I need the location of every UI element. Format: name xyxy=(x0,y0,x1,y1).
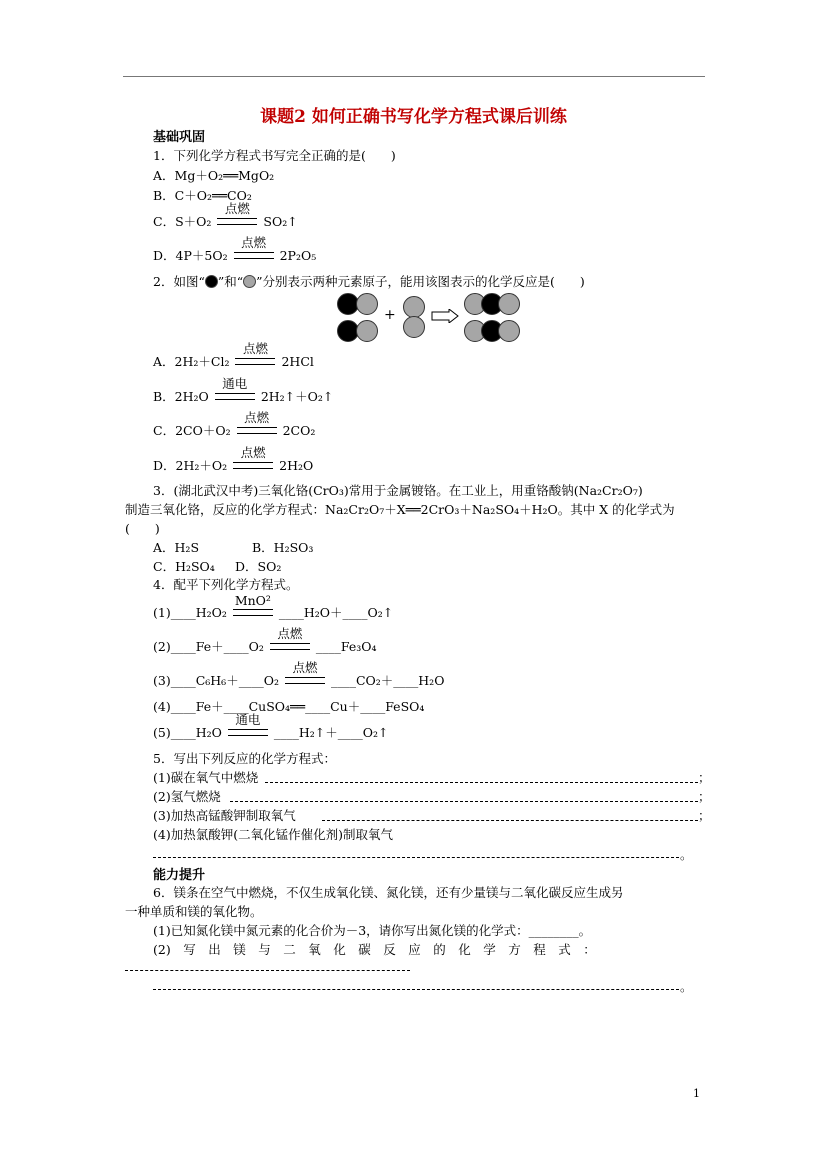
q6-item-1: (1)已知氮化镁中氮元素的化合价为－3，请你写出氮化镁的化学式：________。 xyxy=(153,923,592,938)
q1-option-c xyxy=(153,201,298,230)
gray-atom xyxy=(356,293,378,315)
gray-atom xyxy=(403,316,425,338)
equals-sign xyxy=(235,358,275,365)
reaction-condition xyxy=(234,235,274,260)
q2-a-left: A．2H₂＋Cl₂ xyxy=(153,354,230,369)
condition-text: 点燃 xyxy=(240,445,266,460)
equals-sign xyxy=(217,218,257,225)
condition-text: 点燃 xyxy=(224,201,250,216)
q5-semicolon-2: ； xyxy=(698,789,711,804)
q2-option-a xyxy=(153,341,314,370)
q6-item-2: (2) 写 出 镁 与 二 氧 化 碳 反 应 的 化 学 方 程 式 ： xyxy=(153,942,596,957)
q2-b-left: B．2H₂O xyxy=(153,389,209,404)
q5-semicolon-1: ； xyxy=(698,770,711,785)
q4-stem: 4．配平下列化学方程式。 xyxy=(153,577,299,592)
gray-atom xyxy=(498,293,520,315)
black-atom-icon xyxy=(205,275,218,288)
q5-semicolon-3: ； xyxy=(698,808,711,823)
reaction-condition xyxy=(233,445,273,470)
equals-sign xyxy=(285,677,325,684)
q4-e5-right: ____H₂↑＋____O₂↑ xyxy=(273,725,389,740)
q2-b-right: 2H₂↑＋O₂↑ xyxy=(260,389,334,404)
equals-sign xyxy=(234,252,274,259)
reaction-arrow-icon xyxy=(431,309,459,323)
equals-sign xyxy=(215,393,255,400)
equals-sign xyxy=(270,643,310,650)
q3-option-a: A．H₂S xyxy=(153,540,200,555)
q3-line-3: ( ) xyxy=(125,521,160,536)
q6-line-1: 6．镁条在空气中燃烧，不仅生成氧化镁、氮化镁，还有少量镁与二氧化碳反应生成另 xyxy=(153,885,624,900)
q3-line-1: 3．(湖北武汉中考)三氧化铬(CrO₃)常用于金属镀铬。在工业上，用重铬酸钠(Na₂Cr₂O₇) xyxy=(153,483,643,498)
gray-atom xyxy=(356,320,378,342)
answer-blank xyxy=(230,801,698,802)
condition-text: 点燃 xyxy=(241,235,267,250)
q3-option-b: B．H₂SO₃ xyxy=(252,540,314,555)
q6-line-2: 一种单质和镁的氧化物。 xyxy=(125,904,263,919)
page-title: 课题2 如何正确书写化学方程式课后训练 xyxy=(260,107,567,127)
q4-e1-right: ____H₂O＋____O₂↑ xyxy=(278,605,394,620)
q4-e3-left: (3)____C₆H₆＋____O₂ xyxy=(153,673,279,688)
q2-d-right: 2H₂O xyxy=(279,458,314,473)
q2-stem-b: ”和“ xyxy=(217,274,244,289)
condition-text: 点燃 xyxy=(244,410,270,425)
answer-blank xyxy=(125,970,410,971)
reaction-condition xyxy=(228,712,268,737)
q2-option-d xyxy=(153,445,314,474)
q2-option-c xyxy=(153,410,316,439)
q1-option-b: B．C＋O₂══CO₂ xyxy=(153,188,252,203)
q5-stem: 5．写出下列反应的化学方程式： xyxy=(153,751,336,766)
equals-sign xyxy=(233,609,273,616)
q5-item-2: (2)氢气燃烧 xyxy=(153,789,221,804)
q2-c-right: 2CO₂ xyxy=(282,423,316,438)
gray-atom-icon xyxy=(243,275,256,288)
q4-e5-left: (5)____H₂O xyxy=(153,725,222,740)
reaction-condition xyxy=(235,341,275,366)
answer-blank xyxy=(265,782,698,783)
q4-e2-right: ____Fe₃O₄ xyxy=(315,639,377,654)
reaction-condition xyxy=(217,201,257,226)
answer-blank xyxy=(153,989,679,990)
condition-text: 点燃 xyxy=(277,626,303,641)
q2-c-left: C．2CO＋O₂ xyxy=(153,423,231,438)
reaction-condition xyxy=(215,376,255,401)
q6-period: 。 xyxy=(680,979,693,994)
equals-sign xyxy=(233,462,273,469)
q2-option-b xyxy=(153,376,334,405)
q2-d-left: D．2H₂＋O₂ xyxy=(153,458,228,473)
gray-atom xyxy=(403,296,425,318)
q1-c-right: SO₂↑ xyxy=(263,214,298,229)
q2-a-right: 2HCl xyxy=(281,354,314,369)
condition-text: 点燃 xyxy=(292,660,318,675)
q4-equation-1 xyxy=(153,593,394,621)
q5-period: 。 xyxy=(680,847,693,862)
q4-e2-left: (2)____Fe＋____O₂ xyxy=(153,639,264,654)
q3-line-2: 制造三氧化铬，反应的化学方程式：Na₂Cr₂O₇＋X══2CrO₃＋Na₂SO₄＋H₂O。其中 X 的化学式为 xyxy=(125,502,675,517)
q1-c-left: C．S＋O₂ xyxy=(153,214,212,229)
reaction-condition xyxy=(237,410,277,435)
q4-equation-2 xyxy=(153,626,377,655)
q5-item-1: (1)碳在氧气中燃烧 xyxy=(153,770,259,785)
header-rule xyxy=(123,76,705,77)
section-advanced: 能力提升 xyxy=(153,868,206,883)
q1-d-right: 2P₂O₅ xyxy=(279,248,317,263)
q1-option-a: A．Mg＋O₂══MgO₂ xyxy=(153,168,275,183)
q5-item-4: (4)加热氯酸钾(二氧化锰作催化剂)制取氧气 xyxy=(153,827,393,842)
q2-stem xyxy=(153,272,585,290)
q4-e3-right: ____CO₂＋____H₂O xyxy=(330,673,445,688)
answer-blank xyxy=(322,820,698,821)
condition-text: 点燃 xyxy=(242,341,268,356)
condition-text: 通电 xyxy=(222,376,248,391)
reaction-condition xyxy=(285,660,325,685)
q3-option-d: D．SO₂ xyxy=(235,559,282,574)
q1-stem: 1．下列化学方程式书写完全正确的是( ) xyxy=(153,148,396,163)
q1-d-left: D．4P＋5O₂ xyxy=(153,248,228,263)
condition-text: MnO² xyxy=(234,593,271,608)
q4-equation-3 xyxy=(153,660,445,689)
equals-sign xyxy=(228,729,268,736)
page-number: 1 xyxy=(693,1087,700,1100)
q4-equation-5 xyxy=(153,712,389,741)
q3-option-c: C．H₂SO₄ xyxy=(153,559,215,574)
condition-text: 通电 xyxy=(235,712,261,727)
equals-sign xyxy=(237,427,277,434)
q4-equation-4: (4)____Fe＋____CuSO₄══____Cu＋____FeSO₄ xyxy=(153,699,425,714)
plus-sign: + xyxy=(384,307,396,323)
q1-option-d xyxy=(153,235,317,264)
answer-blank xyxy=(153,857,679,858)
gray-atom xyxy=(498,320,520,342)
reaction-condition xyxy=(233,593,273,617)
reaction-condition xyxy=(270,626,310,651)
q5-item-3: (3)加热高锰酸钾制取氧气 xyxy=(153,808,296,823)
q2-stem-a: 2．如图“ xyxy=(153,274,205,289)
q2-stem-c: ”分别表示两种元素原子，能用该图表示的化学反应是( ) xyxy=(256,274,585,289)
q4-e1-left: (1)____H₂O₂ xyxy=(153,605,227,620)
section-basic: 基础巩固 xyxy=(153,130,206,145)
